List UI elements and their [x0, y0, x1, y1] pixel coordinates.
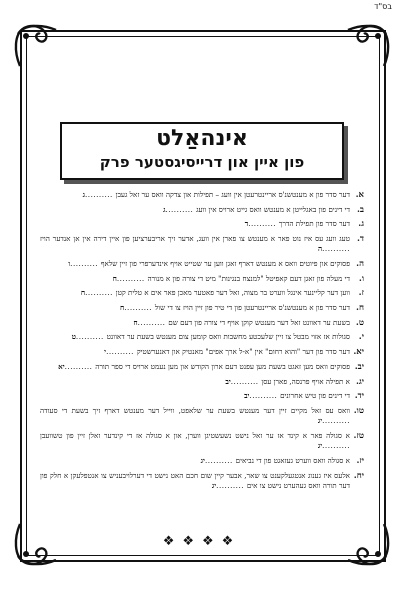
toc-entry-body — [40, 288, 350, 298]
toc-entry-letter: יח. — [353, 470, 364, 481]
toc-entry-text: די דינים פון טיש אחרונים — [280, 391, 350, 401]
toc-entry-letter: ז. — [358, 288, 364, 299]
toc-entry-letter: ה. — [356, 259, 364, 270]
toc-entry-text: פסוקים וואס מען זאגט בשעת מען עפנט דעם ארון הקודש און מען נעמט ארויס די ספר תורה — [95, 361, 350, 371]
dot-leader: .......... — [64, 361, 96, 371]
toc-page-number: ו — [68, 259, 71, 269]
toc-entry-text: אלעס איז גענוג אנטגעלקענט צו שאר, אבער קיין שום חכם האט נישט די דערלויבעניש צו אנטפלעקן א חלק פון דער תורה וואס געהערט נישט צו אים — [40, 470, 350, 490]
dot-leader: .......... — [322, 416, 350, 426]
toc-entry-text: דער סדר פון א מענטשנ'ס אריינטרעטן אין וועג – תפילות און צדקה וואס ער זאל געבן — [115, 190, 350, 199]
dot-leader: .......... — [70, 259, 101, 269]
toc-entry-body — [40, 391, 350, 401]
dot-leader: .......... — [137, 317, 169, 327]
toc-entry-text: דער סדר פון דער "והוא רחום" אין "א-ל ארך אפים" מאנטיק און דאנערשטיק — [136, 347, 350, 357]
toc-entry-text: דער סדר פון תפילת הדרך — [278, 219, 350, 229]
page-subtitle: פון איין און דרייסיגסטער פרק — [99, 153, 305, 171]
toc-entry-letter: י. — [358, 332, 364, 343]
toc-page-number: יב — [225, 376, 231, 386]
dot-leader: .......... — [75, 332, 107, 342]
toc-entry-letter: ט. — [355, 317, 364, 328]
toc-entry-body — [40, 377, 350, 387]
corner-ornament-icon — [12, 22, 58, 68]
toc-entry — [40, 431, 364, 452]
page-title: אינהאַלט — [156, 126, 248, 151]
toc-page-number: ד — [244, 219, 249, 229]
table-of-contents — [40, 190, 364, 496]
toc-page-number: ח — [119, 303, 125, 313]
ornament-diamonds-icon: ❖❖❖❖ — [162, 534, 242, 549]
toc-entry-text: פסוקים און פיוטים וואס א מענטש דארף זאגן ווען ער שטייט אויף אינדערפרי פון זיין שלאף — [100, 259, 350, 269]
toc-entry — [40, 391, 364, 401]
toc-entry-body — [40, 406, 350, 427]
dot-leader: .......... — [106, 347, 137, 357]
toc-entry-text: טעג וועג עס איז נוט פאר א מענטש צו פארן אין וועג, אדער זיך אריבערציען פון איין דירה אין אן אנדער הויז — [40, 234, 350, 244]
toc-page-number: יא — [58, 361, 65, 371]
toc-entry — [40, 377, 364, 387]
toc-entry — [40, 406, 364, 427]
toc-page-number: יג — [200, 455, 205, 465]
dot-leader: .......... — [85, 190, 116, 199]
toc-entry-text: א תפילה אויף פרנסה, פארן עסן — [261, 376, 350, 386]
title-box — [60, 122, 344, 180]
dot-leader: .......... — [322, 244, 350, 254]
dot-leader: .......... — [216, 480, 247, 490]
toc-entry-letter: ח. — [356, 303, 364, 314]
dot-leader: .......... — [230, 376, 262, 386]
toc-entry-letter: יב. — [354, 361, 364, 372]
toc-entry-body — [40, 219, 350, 229]
toc-entry-body — [40, 431, 350, 452]
toc-entry — [40, 347, 364, 357]
dot-leader: .......... — [249, 391, 281, 401]
toc-entry-body — [40, 274, 350, 284]
toc-page-number: ט — [71, 332, 76, 342]
toc-entry-body — [40, 190, 350, 200]
toc-entry-body — [40, 205, 350, 215]
toc-entry-text: דער סדר פון א מענטשנ'ס אריינטרעטן פון די טיר פון זיין הויז צו די שול — [154, 303, 350, 313]
toc-entry-body — [40, 332, 350, 342]
toc-entry-letter: יא. — [353, 347, 364, 358]
toc-entry-body — [40, 303, 350, 313]
toc-entry — [40, 274, 364, 284]
toc-entry — [40, 456, 364, 466]
toc-page-number: ג — [163, 204, 166, 214]
toc-page-number: יג — [211, 480, 217, 490]
toc-entry — [40, 190, 364, 200]
toc-entry-text: די דינים פון באגלייטן א מענטש וואס גייט ארויס אין וועג — [196, 204, 350, 214]
toc-entry-letter: יג. — [356, 376, 364, 387]
toc-entry — [40, 303, 364, 313]
toc-entry-body — [40, 318, 350, 328]
toc-entry-letter: יז. — [356, 455, 364, 466]
bsd-header: בס"ד — [374, 2, 392, 11]
toc-entry — [40, 205, 364, 215]
toc-entry — [40, 234, 364, 255]
toc-entry-text: די מעלה פון זאגן דעם קאפיטל "למנצח בנגינות" מיט די צורה פון א מנורה — [147, 273, 350, 283]
toc-entry — [40, 219, 364, 229]
toc-entry-body — [40, 234, 350, 255]
toc-entry-text: ווען דער קליינער אינגל ווערט בר מצוה, זאל דער פאטער מאכן פאר אים א טלית קטן — [115, 288, 350, 298]
toc-page-number: ח — [112, 273, 117, 283]
toc-entry-text: א סגולה וואס ווערט געזאגט פון די נביאים — [235, 455, 350, 465]
toc-entry-body — [40, 456, 350, 466]
dot-leader: .......... — [248, 219, 279, 229]
dot-leader: .......... — [124, 303, 155, 313]
toc-entry-letter: ב. — [356, 204, 364, 215]
corner-ornament-icon — [346, 22, 392, 68]
toc-entry-body — [40, 347, 350, 357]
dot-leader: .......... — [85, 288, 116, 298]
toc-entry-text: בשעת ער דאוונט זאל דער מענטש קוקן אויף די צורה פון דעם שם — [168, 317, 350, 327]
toc-page-number: ג — [82, 190, 85, 199]
toc-entry — [40, 318, 364, 328]
toc-entry-letter: א. — [355, 190, 364, 200]
toc-entry-text: וואס עס זאל מקיים זיין דער מענטש בשעת ער שלאפט, ווייל דער מענטש דארף זיך בשעת די סעודה — [40, 405, 350, 415]
toc-entry-body — [40, 259, 350, 269]
toc-entry-letter: יד. — [354, 391, 364, 402]
toc-entry-letter: ג. — [358, 219, 364, 230]
toc-page-number: יב — [244, 391, 250, 401]
toc-page-number: י — [104, 347, 107, 357]
toc-entry-letter: ד. — [356, 234, 364, 245]
toc-page-number: ח — [80, 288, 86, 298]
toc-entry — [40, 362, 364, 372]
toc-entry — [40, 332, 364, 342]
toc-entry-letter: טו. — [353, 405, 364, 416]
toc-page-number: יג — [317, 416, 323, 426]
dot-leader: .......... — [322, 441, 350, 451]
toc-entry — [40, 471, 364, 492]
toc-entry — [40, 259, 364, 269]
toc-entry-body — [40, 362, 350, 372]
toc-entry-body — [40, 471, 350, 492]
toc-page-number: ח — [133, 317, 138, 327]
toc-entry-letter: ו. — [358, 273, 364, 284]
toc-entry-letter: טז. — [353, 430, 364, 441]
dot-leader: .......... — [165, 204, 197, 214]
toc-entry — [40, 288, 364, 298]
dot-leader: .......... — [116, 273, 148, 283]
toc-entry-text: סגולות אז אזוי מבטל צו זיין שלעכטע מחשבות וואס קומען צום מענטש בשעת ער דאוונט — [106, 332, 350, 342]
toc-entry-text: א סגולה פאר א קינד אז ער זאל נישט נשעשטיגן ווערן, און א סגולה אז די קינדער זאלן זיין פון טשוועבן — [40, 430, 350, 440]
toc-page-number: יג — [317, 441, 323, 451]
dot-leader: .......... — [204, 455, 236, 465]
toc-page-number: ה — [318, 244, 323, 254]
